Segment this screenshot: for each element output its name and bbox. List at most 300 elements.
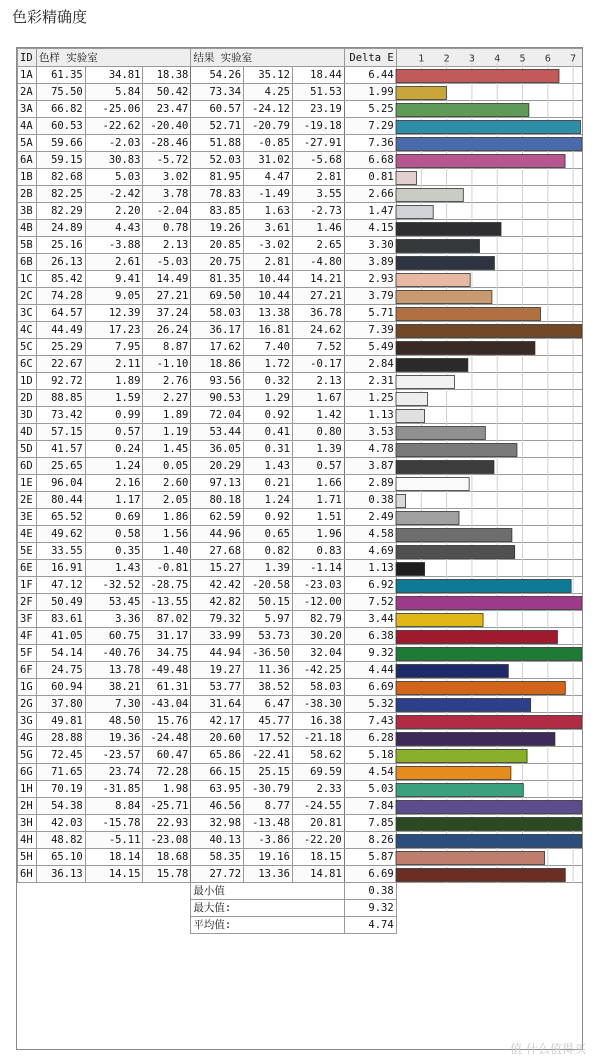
sample-l: 24.89 <box>36 220 85 237</box>
result-b: -12.00 <box>292 594 344 611</box>
result-a: -20.58 <box>244 577 293 594</box>
result-l: 54.26 <box>191 67 244 84</box>
result-b: 30.20 <box>292 628 344 645</box>
summary-row <box>18 917 583 934</box>
sample-a: -2.03 <box>85 135 143 152</box>
bar-cell <box>396 577 582 594</box>
header-id: ID <box>18 49 37 67</box>
patch-id: 6D <box>18 458 37 475</box>
sample-a: -40.76 <box>85 645 143 662</box>
result-b: 1.71 <box>292 492 344 509</box>
tick-label-1: 1 <box>418 53 425 65</box>
table-row <box>18 832 583 849</box>
patch-id: 1A <box>18 67 37 84</box>
result-l: 27.72 <box>191 866 244 883</box>
sample-l: 44.49 <box>36 322 85 339</box>
result-b: 1.39 <box>292 441 344 458</box>
table-row <box>18 577 583 594</box>
table-row <box>18 135 583 152</box>
patch-id: 5A <box>18 135 37 152</box>
sample-a: 5.84 <box>85 84 143 101</box>
summary-spacer <box>18 883 191 900</box>
result-a: -24.12 <box>244 101 293 118</box>
result-b: -0.17 <box>292 356 344 373</box>
sample-l: 82.68 <box>36 169 85 186</box>
sample-a: 0.57 <box>85 424 143 441</box>
delta-e-value: 4.78 <box>344 441 396 458</box>
result-l: 20.29 <box>191 458 244 475</box>
bar-cell <box>396 203 582 220</box>
delta-e-value: 1.99 <box>344 84 396 101</box>
sample-a: 7.95 <box>85 339 143 356</box>
result-l: 19.27 <box>191 662 244 679</box>
delta-e-value: 4.58 <box>344 526 396 543</box>
sample-b: 2.76 <box>143 373 191 390</box>
sample-l: 25.29 <box>36 339 85 356</box>
patch-id: 6H <box>18 866 37 883</box>
table-row <box>18 186 583 203</box>
delta-e-value: 1.13 <box>344 560 396 577</box>
bar-cell <box>396 628 582 645</box>
result-l: 97.13 <box>191 475 244 492</box>
header-sample-lab: 色样 实验室 <box>36 49 190 67</box>
sample-l: 65.52 <box>36 509 85 526</box>
result-l: 17.62 <box>191 339 244 356</box>
result-a: 16.81 <box>244 322 293 339</box>
result-b: -38.30 <box>292 696 344 713</box>
patch-id: 5B <box>18 237 37 254</box>
result-l: 83.85 <box>191 203 244 220</box>
bar-cell <box>396 866 582 883</box>
result-a: 4.25 <box>244 84 293 101</box>
result-l: 65.86 <box>191 747 244 764</box>
patch-id: 6C <box>18 356 37 373</box>
summary-value: 4.74 <box>344 917 396 934</box>
sample-l: 75.50 <box>36 84 85 101</box>
sample-b: 3.02 <box>143 169 191 186</box>
delta-e-value: 5.18 <box>344 747 396 764</box>
sample-a: 1.24 <box>85 458 143 475</box>
table-row <box>18 543 583 560</box>
result-b: 82.79 <box>292 611 344 628</box>
sample-b: 31.17 <box>143 628 191 645</box>
result-a: 0.41 <box>244 424 293 441</box>
table-row <box>18 441 583 458</box>
sample-a: 1.43 <box>85 560 143 577</box>
result-l: 62.59 <box>191 509 244 526</box>
sample-a: 34.81 <box>85 67 143 84</box>
watermark: 值 什么值得买 <box>510 1042 586 1056</box>
result-b: 24.62 <box>292 322 344 339</box>
delta-e-value: 5.32 <box>344 696 396 713</box>
sample-b: -49.48 <box>143 662 191 679</box>
delta-e-value: 7.29 <box>344 118 396 135</box>
sample-l: 22.67 <box>36 356 85 373</box>
bar-cell <box>396 305 582 322</box>
result-b: 1.46 <box>292 220 344 237</box>
bar-cell <box>396 254 582 271</box>
summary-row <box>18 883 583 900</box>
result-b: 18.44 <box>292 67 344 84</box>
sample-a: -3.88 <box>85 237 143 254</box>
bar-cell <box>396 458 582 475</box>
sample-a: 2.16 <box>85 475 143 492</box>
sample-a: -25.06 <box>85 101 143 118</box>
sample-a: 5.03 <box>85 169 143 186</box>
sample-b: 87.02 <box>143 611 191 628</box>
result-b: 2.33 <box>292 781 344 798</box>
result-b: -5.68 <box>292 152 344 169</box>
patch-id: 1H <box>18 781 37 798</box>
delta-e-value: 6.28 <box>344 730 396 747</box>
result-b: 0.57 <box>292 458 344 475</box>
sample-a: 12.39 <box>85 305 143 322</box>
table-row <box>18 458 583 475</box>
patch-id: 5E <box>18 543 37 560</box>
patch-id: 1F <box>18 577 37 594</box>
table-row <box>18 645 583 662</box>
sample-l: 71.65 <box>36 764 85 781</box>
sample-b: -5.03 <box>143 254 191 271</box>
result-b: 69.59 <box>292 764 344 781</box>
sample-l: 73.42 <box>36 407 85 424</box>
sample-b: 2.13 <box>143 237 191 254</box>
sample-l: 50.49 <box>36 594 85 611</box>
bar-cell <box>396 101 582 118</box>
sample-b: 0.78 <box>143 220 191 237</box>
result-l: 36.17 <box>191 322 244 339</box>
result-b: -27.91 <box>292 135 344 152</box>
table-row <box>18 118 583 135</box>
patch-id: 1D <box>18 373 37 390</box>
result-b: 16.38 <box>292 713 344 730</box>
sample-b: 18.68 <box>143 849 191 866</box>
table-row <box>18 747 583 764</box>
result-l: 51.88 <box>191 135 244 152</box>
bar-cell <box>396 118 582 135</box>
result-b: -1.14 <box>292 560 344 577</box>
sample-b: -23.08 <box>143 832 191 849</box>
result-l: 31.64 <box>191 696 244 713</box>
table-row <box>18 288 583 305</box>
patch-id: 4H <box>18 832 37 849</box>
patch-id: 3A <box>18 101 37 118</box>
bar-cell <box>396 696 582 713</box>
bar-cell <box>396 509 582 526</box>
result-a: 8.77 <box>244 798 293 815</box>
sample-a: 3.36 <box>85 611 143 628</box>
sample-a: 4.43 <box>85 220 143 237</box>
result-l: 63.95 <box>191 781 244 798</box>
summary-spacer <box>396 900 582 917</box>
result-b: -19.18 <box>292 118 344 135</box>
sample-b: -2.04 <box>143 203 191 220</box>
sample-b: 2.05 <box>143 492 191 509</box>
bar-cell <box>396 594 582 611</box>
bar-cell <box>396 849 582 866</box>
delta-e-value: 4.44 <box>344 662 396 679</box>
result-b: 58.62 <box>292 747 344 764</box>
delta-e-value: 7.39 <box>344 322 396 339</box>
result-l: 66.15 <box>191 764 244 781</box>
result-a: 45.77 <box>244 713 293 730</box>
patch-id: 2E <box>18 492 37 509</box>
result-a: -36.50 <box>244 645 293 662</box>
result-a: 10.44 <box>244 288 293 305</box>
patch-id: 4G <box>18 730 37 747</box>
sample-l: 96.04 <box>36 475 85 492</box>
result-b: -22.20 <box>292 832 344 849</box>
sample-b: 1.86 <box>143 509 191 526</box>
sample-b: 34.75 <box>143 645 191 662</box>
result-a: 7.40 <box>244 339 293 356</box>
sample-l: 36.13 <box>36 866 85 883</box>
table-row <box>18 203 583 220</box>
sample-l: 57.15 <box>36 424 85 441</box>
result-b: 14.81 <box>292 866 344 883</box>
result-l: 90.53 <box>191 390 244 407</box>
patch-id: 2D <box>18 390 37 407</box>
result-b: 18.15 <box>292 849 344 866</box>
result-l: 52.03 <box>191 152 244 169</box>
delta-e-value: 5.49 <box>344 339 396 356</box>
summary-value: 9.32 <box>344 900 396 917</box>
summary-spacer <box>18 917 191 934</box>
result-a: -0.85 <box>244 135 293 152</box>
bar-cell <box>396 832 582 849</box>
table-row <box>18 764 583 781</box>
color-accuracy-report <box>16 47 583 1050</box>
sample-l: 64.57 <box>36 305 85 322</box>
sample-a: 19.36 <box>85 730 143 747</box>
sample-l: 24.75 <box>36 662 85 679</box>
sample-l: 85.42 <box>36 271 85 288</box>
patch-id: 1G <box>18 679 37 696</box>
result-a: 25.15 <box>244 764 293 781</box>
bar-cell <box>396 713 582 730</box>
result-b: 0.80 <box>292 424 344 441</box>
sample-l: 59.66 <box>36 135 85 152</box>
patch-id: 4A <box>18 118 37 135</box>
result-l: 32.98 <box>191 815 244 832</box>
tick-label-7: 7 <box>570 53 577 65</box>
result-a: 1.29 <box>244 390 293 407</box>
result-l: 53.77 <box>191 679 244 696</box>
patch-id: 4F <box>18 628 37 645</box>
sample-b: -1.10 <box>143 356 191 373</box>
delta-e-value: 3.53 <box>344 424 396 441</box>
delta-e-value: 3.30 <box>344 237 396 254</box>
sample-l: 61.35 <box>36 67 85 84</box>
result-l: 52.71 <box>191 118 244 135</box>
sample-l: 41.05 <box>36 628 85 645</box>
result-a: 0.92 <box>244 407 293 424</box>
table-row <box>18 84 583 101</box>
sample-b: 1.40 <box>143 543 191 560</box>
result-l: 40.13 <box>191 832 244 849</box>
result-l: 53.44 <box>191 424 244 441</box>
patch-id: 5D <box>18 441 37 458</box>
delta-e-value: 4.69 <box>344 543 396 560</box>
patch-id: 2F <box>18 594 37 611</box>
delta-e-value: 2.31 <box>344 373 396 390</box>
sample-b: 22.93 <box>143 815 191 832</box>
sample-b: -5.72 <box>143 152 191 169</box>
result-l: 79.32 <box>191 611 244 628</box>
sample-a: 1.59 <box>85 390 143 407</box>
sample-b: 50.42 <box>143 84 191 101</box>
delta-e-value: 6.38 <box>344 628 396 645</box>
summary-spacer <box>396 917 582 934</box>
table-header <box>18 49 583 67</box>
bar-cell <box>396 543 582 560</box>
table-row <box>18 339 583 356</box>
bar-cell <box>396 390 582 407</box>
table-row <box>18 560 583 577</box>
result-l: 42.17 <box>191 713 244 730</box>
result-a: 11.36 <box>244 662 293 679</box>
sample-l: 41.57 <box>36 441 85 458</box>
sample-l: 33.55 <box>36 543 85 560</box>
delta-e-value: 2.93 <box>344 271 396 288</box>
bar-cell <box>396 67 582 84</box>
sample-a: -23.57 <box>85 747 143 764</box>
table-row <box>18 254 583 271</box>
bar-cell <box>396 356 582 373</box>
sample-l: 82.29 <box>36 203 85 220</box>
sample-a: 9.05 <box>85 288 143 305</box>
table-row <box>18 696 583 713</box>
delta-e-value: 6.44 <box>344 67 396 84</box>
delta-e-value: 1.25 <box>344 390 396 407</box>
sample-l: 16.91 <box>36 560 85 577</box>
bar-cell <box>396 373 582 390</box>
sample-b: -28.75 <box>143 577 191 594</box>
patch-id: 4E <box>18 526 37 543</box>
patch-id: 1B <box>18 169 37 186</box>
result-a: 10.44 <box>244 271 293 288</box>
bar-cell <box>396 169 582 186</box>
sample-b: 72.28 <box>143 764 191 781</box>
sample-l: 65.10 <box>36 849 85 866</box>
result-a: 1.24 <box>244 492 293 509</box>
result-a: -13.48 <box>244 815 293 832</box>
sample-l: 54.38 <box>36 798 85 815</box>
delta-e-value: 2.49 <box>344 509 396 526</box>
sample-l: 42.03 <box>36 815 85 832</box>
delta-e-value: 7.36 <box>344 135 396 152</box>
result-a: 2.81 <box>244 254 293 271</box>
bar-cell <box>396 781 582 798</box>
result-b: -21.18 <box>292 730 344 747</box>
result-b: 1.66 <box>292 475 344 492</box>
delta-e-value: 4.54 <box>344 764 396 781</box>
sample-l: 80.44 <box>36 492 85 509</box>
patch-id: 6E <box>18 560 37 577</box>
result-a: -3.86 <box>244 832 293 849</box>
bar-cell <box>396 339 582 356</box>
sample-b: -28.46 <box>143 135 191 152</box>
result-b: 23.19 <box>292 101 344 118</box>
result-l: 15.27 <box>191 560 244 577</box>
sample-l: 60.53 <box>36 118 85 135</box>
sample-b: 15.78 <box>143 866 191 883</box>
sample-b: 2.60 <box>143 475 191 492</box>
delta-e-value: 7.43 <box>344 713 396 730</box>
header-delta-e: Delta E <box>344 49 396 67</box>
patch-id: 1E <box>18 475 37 492</box>
sample-a: 1.17 <box>85 492 143 509</box>
sample-l: 25.65 <box>36 458 85 475</box>
delta-e-value: 3.79 <box>344 288 396 305</box>
sample-a: -32.52 <box>85 577 143 594</box>
result-a: 13.38 <box>244 305 293 322</box>
table-row <box>18 237 583 254</box>
bar-cell <box>396 288 582 305</box>
result-b: 58.03 <box>292 679 344 696</box>
bar-cell <box>396 611 582 628</box>
table-row <box>18 424 583 441</box>
result-l: 44.96 <box>191 526 244 543</box>
tick-label-2: 2 <box>443 53 450 65</box>
tick-label-4: 4 <box>494 53 501 65</box>
result-b: 0.83 <box>292 543 344 560</box>
result-a: 35.12 <box>244 67 293 84</box>
sample-a: 0.69 <box>85 509 143 526</box>
bar-cell <box>396 815 582 832</box>
delta-e-value: 5.87 <box>344 849 396 866</box>
table-row <box>18 798 583 815</box>
result-l: 81.95 <box>191 169 244 186</box>
delta-e-value: 0.81 <box>344 169 396 186</box>
sample-l: 25.16 <box>36 237 85 254</box>
result-b: 7.52 <box>292 339 344 356</box>
sample-a: 8.84 <box>85 798 143 815</box>
result-l: 69.50 <box>191 288 244 305</box>
result-a: 0.31 <box>244 441 293 458</box>
patch-id: 6G <box>18 764 37 781</box>
patch-id: 5F <box>18 645 37 662</box>
result-b: 32.04 <box>292 645 344 662</box>
result-a: 0.32 <box>244 373 293 390</box>
delta-e-value: 6.92 <box>344 577 396 594</box>
patch-id: 3F <box>18 611 37 628</box>
sample-b: 18.38 <box>143 67 191 84</box>
sample-l: 74.28 <box>36 288 85 305</box>
tick-label-3: 3 <box>468 53 475 65</box>
result-b: 2.13 <box>292 373 344 390</box>
sample-l: 59.15 <box>36 152 85 169</box>
sample-b: 15.76 <box>143 713 191 730</box>
sample-l: 83.61 <box>36 611 85 628</box>
sample-b: 37.24 <box>143 305 191 322</box>
patch-id: 3E <box>18 509 37 526</box>
sample-a: 38.21 <box>85 679 143 696</box>
sample-b: 1.89 <box>143 407 191 424</box>
patch-id: 5H <box>18 849 37 866</box>
color-accuracy-table <box>17 48 582 934</box>
bar-cell <box>396 764 582 781</box>
patch-id: 4D <box>18 424 37 441</box>
sample-a: 7.30 <box>85 696 143 713</box>
sample-l: 72.45 <box>36 747 85 764</box>
bar-cell <box>396 475 582 492</box>
sample-l: 66.82 <box>36 101 85 118</box>
delta-e-value: 7.84 <box>344 798 396 815</box>
delta-e-value: 6.69 <box>344 866 396 883</box>
table-row <box>18 594 583 611</box>
result-b: 1.42 <box>292 407 344 424</box>
